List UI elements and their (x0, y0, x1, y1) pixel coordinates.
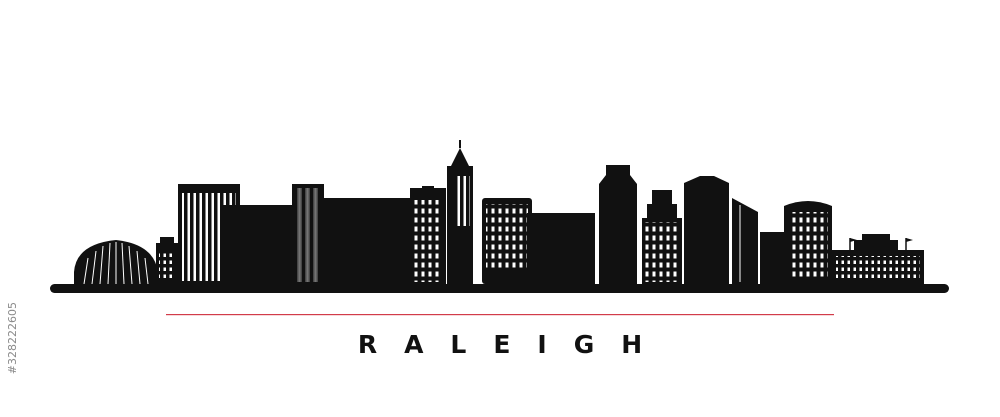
stock-id-label: #328222605 (6, 302, 19, 375)
dark-block (220, 205, 296, 284)
stepped-tower (599, 165, 637, 284)
angled-tower (732, 198, 758, 284)
mid-block (318, 198, 410, 284)
plain-block (527, 213, 595, 284)
slab-tower (684, 176, 729, 284)
accent-line (166, 314, 834, 315)
city-title: RALEIGH (357, 330, 670, 359)
ground-base (50, 284, 949, 293)
small-block (760, 232, 788, 284)
